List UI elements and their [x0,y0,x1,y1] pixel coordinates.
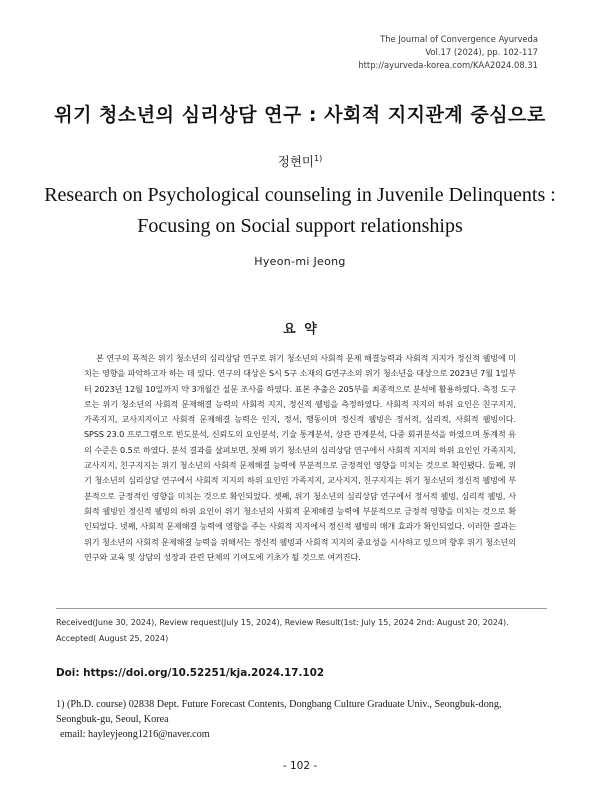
author-footnote [56,697,547,742]
korean-author-name: 정현미 [277,154,314,169]
english-author: Hyeon-mi Jeong [254,255,346,268]
korean-title: 위기 청소년의 심리상담 연구 : 사회적 지지관계 중심으로 [54,104,546,126]
english-title [0,180,600,242]
english-title-line-1: Research on Psychological counseling in Juvenile Delinquents : [44,184,556,206]
page-number: - 102 - [282,760,318,772]
footnote-line-1: 1) (Ph.D. course) 02838 Dept. Future Forecast Contents, Dongbang Culture Graduate Univ., Seongbuk-dong, [56,699,502,710]
footnote-line-2: Seongbuk-gu, Seoul, Korea [56,714,169,725]
received-dates [56,615,547,647]
received-line-2: Accepted( August 25, 2024) [56,634,169,643]
received-line-1: Received(June 30, 2024), Review request(July 15, 2024), Review Result(1st: July 15, 2024 2nd: August 20, 2024). [56,618,509,627]
journal-volume: Vol.17 (2024), pp. 102-117 [425,47,538,57]
english-title-line-2: Focusing on Social support relationships [137,215,463,237]
abstract-heading: 요 약 [283,322,317,337]
journal-header [358,33,538,72]
footnote-email[interactable]: email: hayleyjeong1216@naver.com [60,729,210,740]
journal-name: The Journal of Convergence Ayurveda [380,34,538,44]
doi-link[interactable]: Doi: https://doi.org/10.52251/kja.2024.17.102 [56,667,325,679]
journal-url[interactable]: http://ayurveda-korea.com/KAA2024.08.31 [358,60,538,70]
divider-rule [56,608,547,609]
korean-author [0,152,600,170]
author-footnote-marker: 1) [314,153,323,163]
abstract-body: 본 연구의 목적은 위기 청소년의 심리상담 연구로 위기 청소년의 사회적 문제 해결능력과 사회적 지지가 정신적 웰빙에 미치는 영향을 파악하고자 하는 데 있다. 연구의 대상은 S시 S구 소재의 G연구소의 위기 청소년을 대상으로 2023년 7월 1일부터 2023년 12월 10일까지 약 3개월간 설문 조사를 하였다. 표본 추출은 205부를 최종적으로 분석에 활용하였다. 측정 도구로는 위기 청소년의 사회적 문제해결 능력의 사회적 지지, 정신적 웰빙을 측정하였다. 사회적 지지의 하위 요인은 친구지지, 가족지지, 교사지지이고 사회적 문제해결 능력은 인지, 정서, 행동이며 정신적 웰빙은 정서적, 심리적, 사회적 웰빙이다. SPSS 23.0 프로그램으로 빈도분석, 신뢰도의 요인분석, 기술 통계분석, 상관 관계분석, 다중 회귀분석을 하였으며 통계적 유의 수준은 0.5로 하였다. 분석 결과를 살펴보면, 첫째 위기 청소년의 심리상담 연구에서 사회적 지지의 하위 요인인 가족지지, 교사지지, 친구지지는 위기 청소년의 사회적 문제해결 능력에 부분적으로 긍정적인 영향을 미치는 것으로 확인됐다. 둘째, 위기 청소년의 심리상담 연구에서 사회적 지지의 하위 요인인 가족지지, 교사지지, 친구지지는 위기 청소년의 정신적 웰빙에 부분적으로 긍정적인 영향을 미치는 것으로 확인되었다. 셋째, 위기 청소년의 심리상담 연구에서 정서적 웰빙, 심리적 웰빙, 사회적 웰빙인 정신적 웰빙의 하위 요인이 위기 청소년의 사회적 문제해결 능력에 부분적으로 긍정적 영향을 미치는 것으로 확인되었다. 넷째, 사회적 문제해결 능력에 영향을 주는 사회적 지지에서 정신적 웰빙의 매개 효과가 확인되었다. 이러한 결과는 위기 청소년의 사회적 문제해결 능력을 위해서는 정신적 웰빙과 사회적 지지의 중요성을 시사하고 있으며 향후 위기 청소년의 연구와 교육 및 상담의 성장과 관련 단체의 기여도에 기초가 될 것으로 여겨진다. [84,353,516,562]
